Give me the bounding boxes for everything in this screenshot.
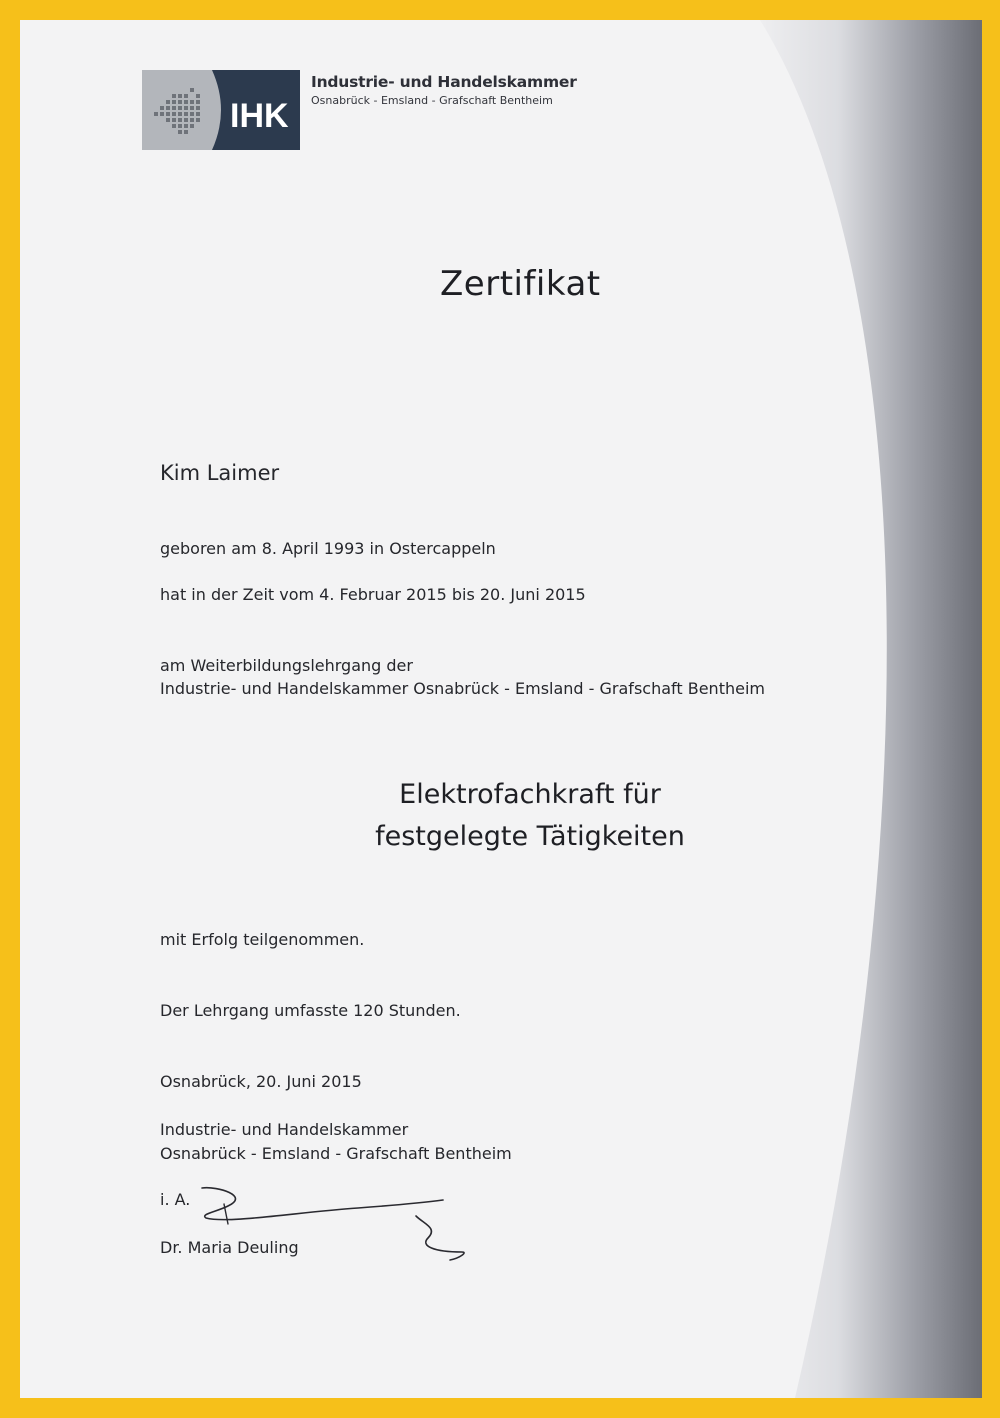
logo-text: IHK xyxy=(230,97,289,135)
result-text: mit Erfolg teilgenommen. xyxy=(160,930,365,949)
course-intro-line-2: Industrie- und Handelskammer Osnabrück - Emsland - Grafschaft Bentheim xyxy=(160,679,765,698)
ia-label: i. A. xyxy=(160,1190,191,1209)
signatory-name: Dr. Maria Deuling xyxy=(160,1238,299,1257)
course-period: hat in der Zeit vom 4. Februar 2015 bis 20. Juni 2015 xyxy=(160,585,586,604)
birth-info: geboren am 8. April 1993 in Ostercappeln xyxy=(160,539,496,558)
course-hours: Der Lehrgang umfasste 120 Stunden. xyxy=(160,1001,461,1020)
course-title xyxy=(270,774,790,858)
certificate-title: Zertifikat xyxy=(440,264,601,304)
organization-name: Industrie- und Handelskammer xyxy=(311,73,577,91)
recipient-name: Kim Laimer xyxy=(160,461,280,485)
certificate-paper xyxy=(20,20,982,1398)
issuer-line-2: Osnabrück - Emsland - Grafschaft Bentheim xyxy=(160,1144,512,1163)
course-title-line-2: festgelegte Tätigkeiten xyxy=(375,821,685,852)
course-intro-line-1: am Weiterbildungslehrgang der xyxy=(160,656,413,675)
organization-region: Osnabrück - Emsland - Grafschaft Bentheim xyxy=(311,94,553,107)
ihk-logo xyxy=(142,70,300,150)
place-date: Osnabrück, 20. Juni 2015 xyxy=(160,1072,362,1091)
course-title-line-1: Elektrofachkraft für xyxy=(399,779,661,810)
issuer-line-1: Industrie- und Handelskammer xyxy=(160,1120,409,1139)
